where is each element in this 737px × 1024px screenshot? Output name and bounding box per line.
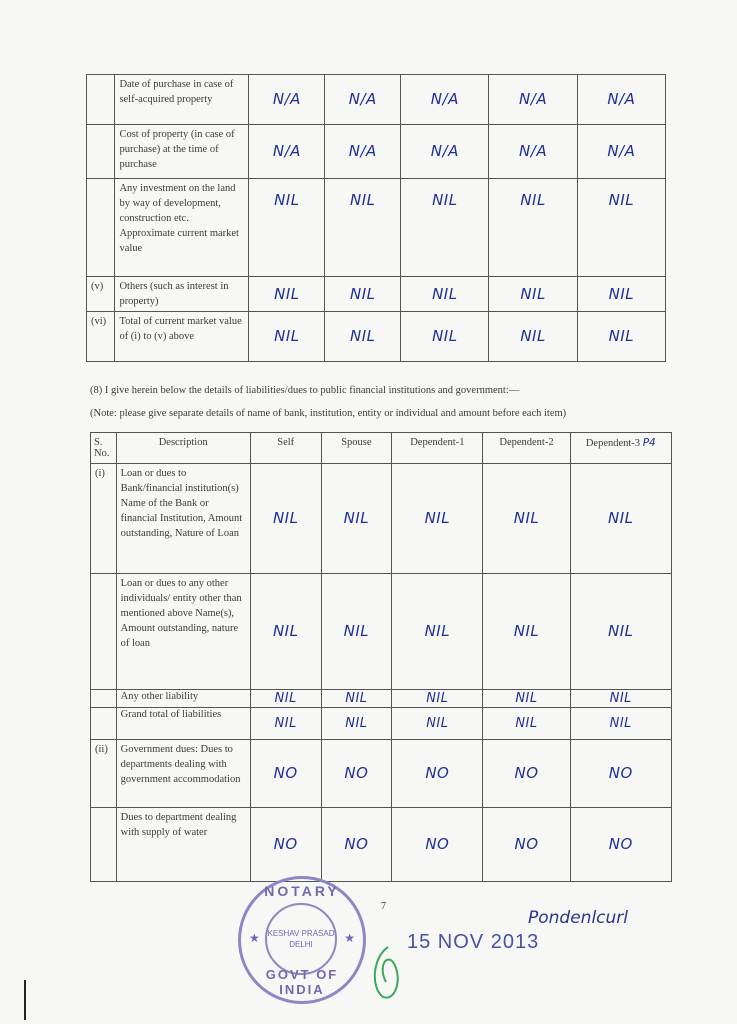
row-sno: (ii) [91, 740, 117, 808]
row-description: Total of current market value of (i) to (v) above [115, 312, 249, 362]
row-description: Government dues: Dues to departments dealing with government accommodation [116, 740, 250, 808]
handwritten-value: NIL [483, 464, 570, 574]
handwritten-value: NIL [249, 312, 325, 362]
handwritten-value: N/A [325, 125, 401, 179]
star-icon: ★ [344, 931, 355, 945]
handwritten-value: NIL [250, 708, 321, 740]
handwritten-value: NIL [392, 708, 483, 740]
col-header-description: Description [116, 433, 250, 464]
handwritten-value: NO [250, 808, 321, 882]
handwritten-value: NIL [392, 464, 483, 574]
stamp-top-text: NOTARY [264, 883, 340, 899]
handwritten-value: NIL [483, 574, 570, 690]
col-header-spouse: Spouse [321, 433, 392, 464]
handwritten-value: N/A [577, 75, 665, 125]
handwritten-annotation: P4 [642, 437, 656, 449]
handwritten-value: N/A [401, 125, 489, 179]
handwritten-value: NIL [321, 708, 392, 740]
handwritten-value: NIL [577, 312, 665, 362]
handwritten-value: NIL [250, 690, 321, 708]
section-8-note: (Note: please give separate details of name of bank, institution, entity or individual and amount before each item) [90, 408, 567, 419]
handwritten-value: NO [483, 808, 570, 882]
table-row [91, 690, 672, 708]
signature: Pondenlcurl [528, 908, 629, 928]
initial-mark-icon [368, 942, 408, 1002]
table-row [87, 75, 666, 125]
assets-table [86, 74, 666, 362]
handwritten-value: NIL [489, 312, 577, 362]
handwritten-value: N/A [489, 125, 577, 179]
handwritten-value: NIL [570, 708, 671, 740]
handwritten-value: NIL [577, 277, 665, 312]
row-description: Any other liability [116, 690, 250, 708]
table-row [91, 740, 672, 808]
handwritten-value: N/A [577, 125, 665, 179]
handwritten-value: NIL [325, 312, 401, 362]
handwritten-value: NIL [401, 312, 489, 362]
table-row [91, 708, 672, 740]
handwritten-value: NO [483, 740, 570, 808]
handwritten-value: NIL [577, 179, 665, 277]
handwritten-value: NO [570, 808, 671, 882]
section-8-heading: (8) I give herein below the details of liabilities/dues to public financial institutions and government:— [90, 385, 520, 396]
handwritten-value: NIL [249, 179, 325, 277]
handwritten-value: NO [321, 740, 392, 808]
handwritten-value: N/A [249, 125, 325, 179]
handwritten-value: NIL [321, 690, 392, 708]
col-header-dependent-3-label: Dependent-3 [585, 438, 641, 449]
handwritten-value: NO [570, 740, 671, 808]
stamp-name: KESHAV PRASAD [267, 929, 335, 938]
handwritten-value: N/A [325, 75, 401, 125]
handwritten-value: NIL [325, 179, 401, 277]
row-description: Others (such as interest in property) [115, 277, 249, 312]
row-sno: (v) [87, 277, 115, 312]
table-row [87, 312, 666, 362]
col-header-self: Self [250, 433, 321, 464]
table-row [87, 277, 666, 312]
col-header-dependent-2: Dependent-2 [483, 433, 570, 464]
row-sno: (vi) [87, 312, 115, 362]
table-header-row [91, 433, 672, 464]
handwritten-value: NIL [401, 179, 489, 277]
handwritten-value: NIL [489, 277, 577, 312]
row-description: Any investment on the land by way of development, construction etc. Approximate current market value [115, 179, 249, 277]
handwritten-value: NIL [570, 574, 671, 690]
date-stamp: 15 NOV 2013 [407, 931, 540, 953]
liabilities-table [90, 432, 672, 882]
row-description: Loan or dues to any other individuals/ entity other than mentioned above Name(s), Amount outstanding, nature of loan [116, 574, 250, 690]
handwritten-value: NIL [570, 464, 671, 574]
row-sno [91, 574, 117, 690]
handwritten-value: NIL [249, 277, 325, 312]
table-row [91, 574, 672, 690]
table-row [87, 125, 666, 179]
star-icon: ★ [249, 931, 260, 945]
row-description: Dues to department dealing with supply of water [116, 808, 250, 882]
handwritten-value: NIL [250, 574, 321, 690]
row-sno [91, 690, 117, 708]
handwritten-value: NIL [483, 708, 570, 740]
handwritten-value: NIL [321, 464, 392, 574]
row-sno [91, 708, 117, 740]
handwritten-value: NIL [392, 690, 483, 708]
col-header-dependent-1: Dependent-1 [392, 433, 483, 464]
handwritten-value: NO [321, 808, 392, 882]
row-description: Loan or dues to Bank/financial institution(s) Name of the Bank or financial Institution, Amount outstanding, Nature of Loan [116, 464, 250, 574]
stamp-inner-circle [265, 903, 337, 975]
handwritten-value: NIL [321, 574, 392, 690]
row-sno [91, 808, 117, 882]
handwritten-value: NIL [250, 464, 321, 574]
row-sno [87, 125, 115, 179]
row-description: Grand total of liabilities [116, 708, 250, 740]
row-sno [87, 75, 115, 125]
handwritten-value: N/A [401, 75, 489, 125]
row-sno [87, 179, 115, 277]
table-row [87, 179, 666, 277]
handwritten-value: NIL [392, 574, 483, 690]
handwritten-value: N/A [249, 75, 325, 125]
table-row [91, 808, 672, 882]
handwritten-value: NIL [570, 690, 671, 708]
margin-mark [24, 980, 26, 1020]
row-description: Date of purchase in case of self-acquired property [115, 75, 249, 125]
row-sno: (i) [91, 464, 117, 574]
handwritten-value: NIL [325, 277, 401, 312]
handwritten-value: NO [392, 740, 483, 808]
handwritten-value: NO [250, 740, 321, 808]
handwritten-value: N/A [489, 75, 577, 125]
page-number: 7 [381, 901, 386, 912]
notary-stamp [238, 876, 366, 1004]
stamp-place: DELHI [289, 940, 313, 949]
stamp-bottom-text: GOVT OF INDIA [265, 967, 339, 997]
col-header-sno: S. No. [91, 433, 117, 464]
row-description: Cost of property (in case of purchase) at the time of purchase [115, 125, 249, 179]
col-header-dependent-3 [570, 433, 671, 464]
handwritten-value: NIL [483, 690, 570, 708]
table-row [91, 464, 672, 574]
handwritten-value: NIL [401, 277, 489, 312]
handwritten-value: NO [392, 808, 483, 882]
handwritten-value: NIL [489, 179, 577, 277]
